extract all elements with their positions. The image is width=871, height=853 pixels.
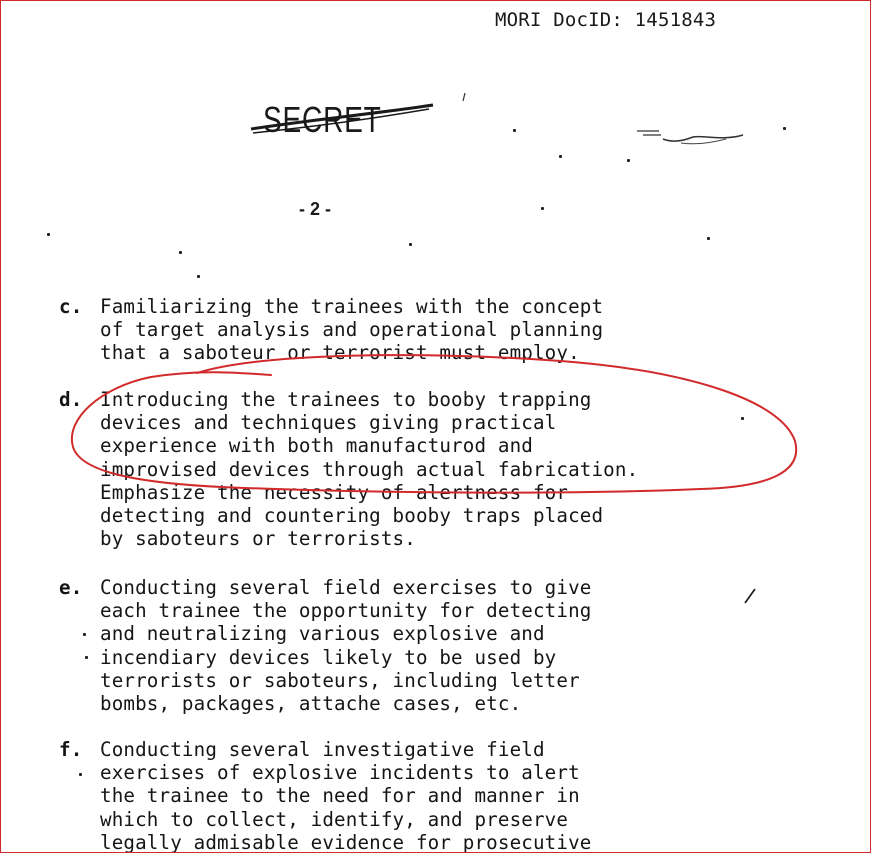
scan-speck — [79, 773, 82, 776]
scan-speck — [559, 155, 562, 158]
item-line: each trainee the opportunity for detecting — [100, 599, 592, 623]
item-line: improvised devices through actual fabrication. — [100, 457, 639, 481]
item-line: which to collect, identify, and preserve — [100, 807, 569, 831]
item-line: experience with both manufacturod and — [100, 434, 533, 458]
item-line: incendiary devices likely to be used by — [100, 645, 557, 669]
item-line: Introducing the trainees to booby trapping — [100, 388, 592, 411]
scan-speck — [197, 275, 200, 278]
item-line: exercises of explosive incidents to alert — [100, 761, 580, 785]
item-line: Conducting several field exercises to give — [100, 576, 592, 599]
item-line: Emphasize the necessity of alertness for — [100, 480, 569, 504]
scan-speck — [627, 159, 630, 162]
scan-speck — [83, 633, 86, 636]
item-letter: c. — [59, 295, 83, 318]
item-letter: d. — [59, 388, 83, 411]
scan-speck — [85, 656, 88, 659]
scan-speck — [47, 233, 50, 236]
list-item-c — [59, 295, 603, 365]
scan-speck — [513, 129, 516, 132]
item-line: Conducting several investigative field — [100, 738, 545, 761]
list-item-f — [59, 738, 591, 853]
item-line: that a saboteur or terrorist must employ. — [100, 341, 580, 365]
item-line: bombs, packages, attache cases, etc. — [100, 692, 522, 716]
scan-speck — [741, 417, 744, 420]
page-number: - 2 - — [299, 199, 332, 219]
scan-speck — [707, 237, 710, 240]
item-line: Familiarizing the trainees with the concept — [100, 295, 604, 318]
item-line: by saboteurs or terrorists. — [100, 527, 416, 551]
document-id: MORI DocID: 1451843 — [495, 9, 717, 31]
classification-stamp: SECRET — [263, 99, 382, 140]
item-line: detecting and countering booby traps placed — [100, 504, 604, 528]
list-item-e — [59, 576, 591, 715]
scan-speck — [179, 251, 182, 254]
item-line: the trainee to the need for and manner in — [100, 784, 580, 808]
scan-speck — [409, 243, 412, 246]
item-letter: f. — [59, 738, 83, 761]
item-line: devices and techniques giving practical — [100, 411, 557, 435]
scan-speck — [783, 127, 786, 130]
item-letter: e. — [59, 576, 83, 599]
list-item-d — [59, 388, 638, 550]
item-line: legally admisable evidence for prosecutive — [100, 830, 592, 853]
scan-speck — [541, 207, 544, 210]
item-line: and neutralizing various explosive and — [100, 622, 545, 646]
item-line: terrorists or saboteurs, including letter — [100, 668, 580, 692]
item-line: of target analysis and operational planning — [100, 318, 604, 342]
